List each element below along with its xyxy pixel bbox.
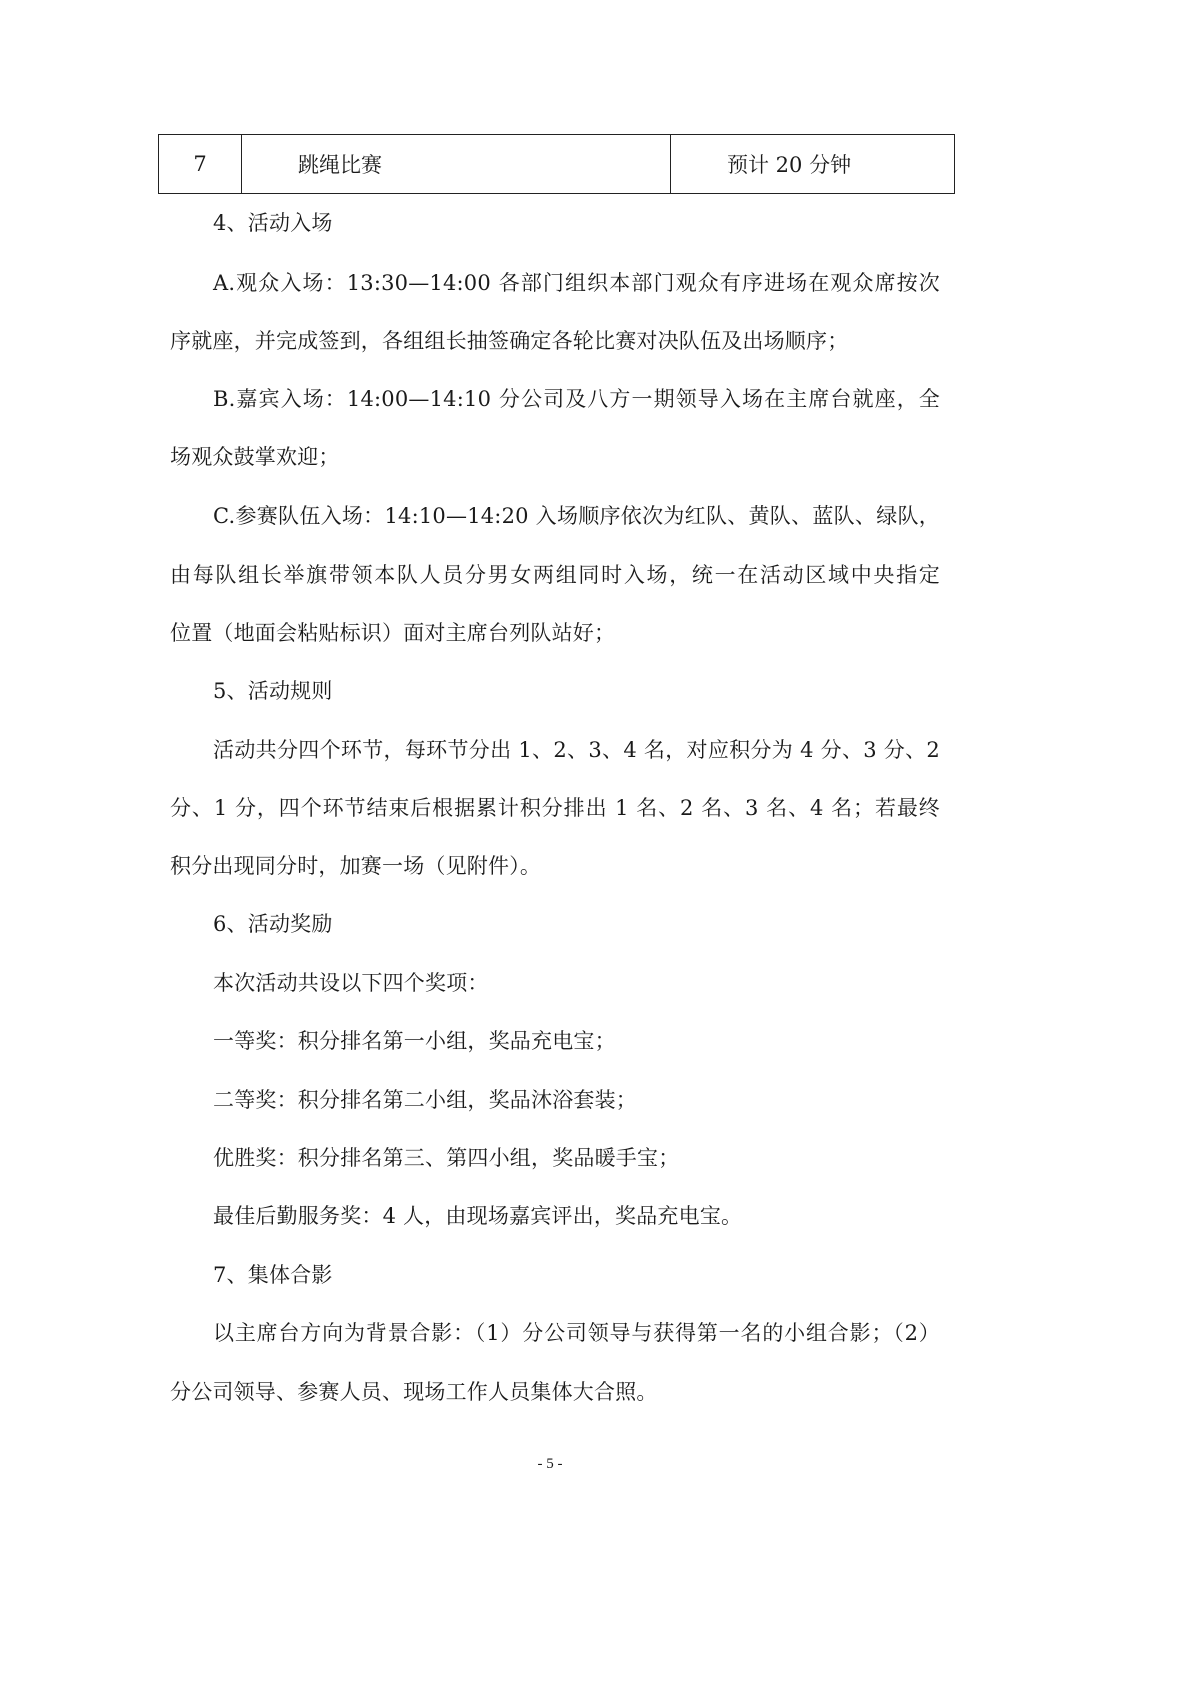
paragraph-line: A.观众入场：13:30—14:00 各部门组织本部门观众有序进场在观众席按次 (213, 271, 940, 295)
award-line: 优胜奖：积分排名第三、第四小组，奖品暖手宝； (213, 1146, 680, 1170)
section-heading: 6、活动奖励 (213, 912, 333, 936)
section-heading: 7、集体合影 (213, 1263, 333, 1287)
table-cell-item: 跳绳比赛 (242, 135, 671, 194)
paragraph-line: 本次活动共设以下四个奖项： (213, 971, 489, 995)
paragraph-line: B.嘉宾入场：14:00—14:10 分公司及八方一期领导入场在主席台就座，全 (213, 387, 940, 411)
award-line: 二等奖：积分排名第二小组，奖品沐浴套装； (213, 1088, 637, 1112)
paragraph-line: 序就座，并完成签到，各组组长抽签确定各轮比赛对决队伍及出场顺序； (170, 329, 849, 353)
paragraph-line: 分、1 分，四个环节结束后根据累计积分排出 1 名、2 名、3 名、4 名；若最终 (170, 796, 940, 820)
table-row (159, 135, 955, 194)
schedule-table (158, 134, 955, 194)
paragraph-line: 分公司领导、参赛人员、现场工作人员集体大合照。 (170, 1380, 658, 1404)
award-line: 最佳后勤服务奖：4 人，由现场嘉宾评出，奖品充电宝。 (213, 1204, 743, 1228)
paragraph-line: 场观众鼓掌欢迎； (170, 445, 340, 469)
paragraph-line: 由每队组长举旗带领本队人员分男女两组同时入场，统一在活动区域中央指定 (170, 563, 940, 587)
page-number: - 5 - (537, 1456, 563, 1472)
table-cell-time: 预计 20 分钟 (671, 135, 955, 194)
table-cell-number: 7 (159, 135, 242, 194)
paragraph-line: 积分出现同分时，加赛一场（见附件）。 (170, 854, 542, 878)
paragraph-line: 活动共分四个环节，每环节分出 1、2、3、4 名，对应积分为 4 分、3 分、2 (213, 738, 940, 762)
section-heading: 5、活动规则 (213, 679, 333, 703)
paragraph-line: 位置（地面会粘贴标识）面对主席台列队站好； (170, 621, 616, 645)
paragraph-line: 以主席台方向为背景合影：（1）分公司领导与获得第一名的小组合影；（2） (213, 1321, 940, 1345)
section-heading: 4、活动入场 (213, 211, 333, 235)
award-line: 一等奖：积分排名第一小组，奖品充电宝； (213, 1029, 616, 1053)
paragraph-line: C.参赛队伍入场：14:10—14:20 入场顺序依次为红队、黄队、蓝队、绿队， (213, 504, 940, 528)
